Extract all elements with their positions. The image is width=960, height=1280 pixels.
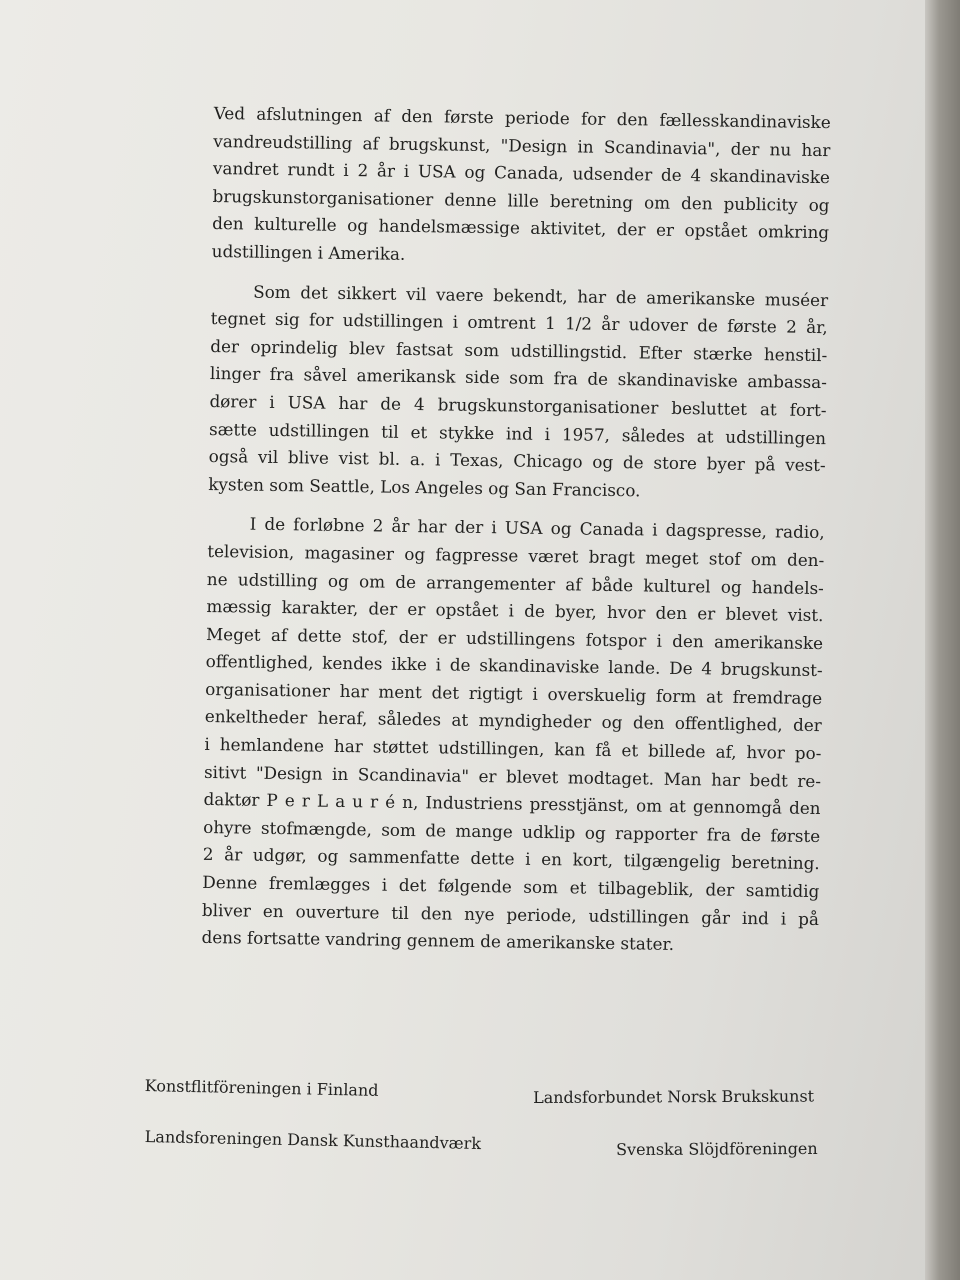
text-line: Ved afslutningen af den første periode for den fællesskandinaviske — [213, 102, 831, 133]
organization-finland: Konstflitföreningen i Finland — [144, 1076, 379, 1100]
text-line: Som det sikkert vil vaere bekendt, har de amerikanske muséer — [253, 281, 829, 310]
organization-sweden: Svenska Slöjdföreningen — [616, 1138, 818, 1159]
text-line: sætte udstillingen til et stykke ind i 1957, således at udstillingen — [208, 418, 827, 448]
text-line: linger fra såvel amerikansk side som fra de skandinaviske ambassa- — [209, 363, 828, 393]
paragraph-1 — [212, 100, 831, 275]
text-line: sitivt "Design in Scandinavia" er blevet modtaget. Man har bedt re- — [203, 761, 822, 791]
body-text — [201, 100, 831, 973]
text-line: Denne fremlægges i det følgende som et tilbageblik, der samtidig — [202, 871, 820, 902]
text-line: brugskunstorganisationer denne lille beretning om den publicity og — [212, 185, 830, 215]
text-line: i hemlandene har støttet udstillingen, kan få et billede af, hvor po- — [204, 733, 822, 764]
text-line: den kulturelle og handelsmæssige aktivitet, der er opstået omkring — [212, 213, 830, 243]
text-line: også vil blive vist bl. a. i Texas, Chicago og de store byer på vest- — [208, 446, 826, 476]
text-line: dører i USA har de 4 brugskunstorganisationer besluttet at fort- — [209, 390, 827, 421]
text-line: ohyre stofmængde, som de mange udklip og rapporter fra de første — [203, 816, 821, 846]
text-line: television, magasiner og fagpresse været bragt meget stof om den- — [207, 540, 825, 571]
text-line: daktør P e r L a u r é n, Industriens presstjänst, om at gennomgå den — [203, 789, 821, 819]
paragraph-3 — [201, 510, 824, 961]
text-line: I de forløbne 2 år har der i USA og Canada i dagspresse, radio, — [249, 513, 825, 543]
text-line: vandret rundt i 2 år i USA og Canada, udsender de 4 skandinaviske — [212, 158, 831, 188]
page-edge-shadow — [925, 0, 960, 1280]
text-line: udstillingen i Amerika. — [211, 240, 406, 264]
text-line: vandreudstilling af brugskunst, "Design in Scandinavia", der nu har — [213, 130, 831, 160]
text-line: bliver en ouverture til den nye periode, udstillingen går ind i på — [201, 899, 820, 929]
text-line: enkeltheder heraf, således at myndigheder og den offentlighed, der — [204, 706, 822, 736]
text-line: offentlighed, kendes ikke i de skandinaviske lande. De 4 brugskunst- — [205, 651, 823, 681]
text-line: Meget af dette stof, der er udstillingens fotspor i den amerikanske — [205, 623, 824, 653]
paragraph-2 — [208, 278, 828, 508]
text-line: ne udstilling og om de arrangementer af både kulturel og handels- — [206, 568, 824, 598]
text-line: dens fortsatte vandring gennem de amerikanske stater. — [201, 927, 675, 955]
text-line: tegnet sig for udstillingen i omtrent 1 1/2 år udover de første 2 år, — [210, 308, 828, 338]
text-line: organisationer har ment det rigtigt i overskuelig form at fremdrage — [205, 678, 823, 708]
organization-denmark: Landsforeningen Dansk Kunsthaandværk — [144, 1127, 482, 1154]
text-line: der oprindelig blev fastsat som udstillingstid. Efter stærke henstil- — [210, 335, 828, 365]
text-line: 2 år udgør, og sammenfatte dette i en kort, tilgængelig beretning. — [202, 844, 820, 874]
text-line: kysten som Seattle, Los Angeles og San Francisco. — [208, 473, 641, 501]
text-line: mæssig karakter, der er opstået i de byer, hvor den er blevet vist. — [206, 596, 824, 626]
organization-norway: Landsforbundet Norsk Brukskunst — [533, 1086, 815, 1107]
